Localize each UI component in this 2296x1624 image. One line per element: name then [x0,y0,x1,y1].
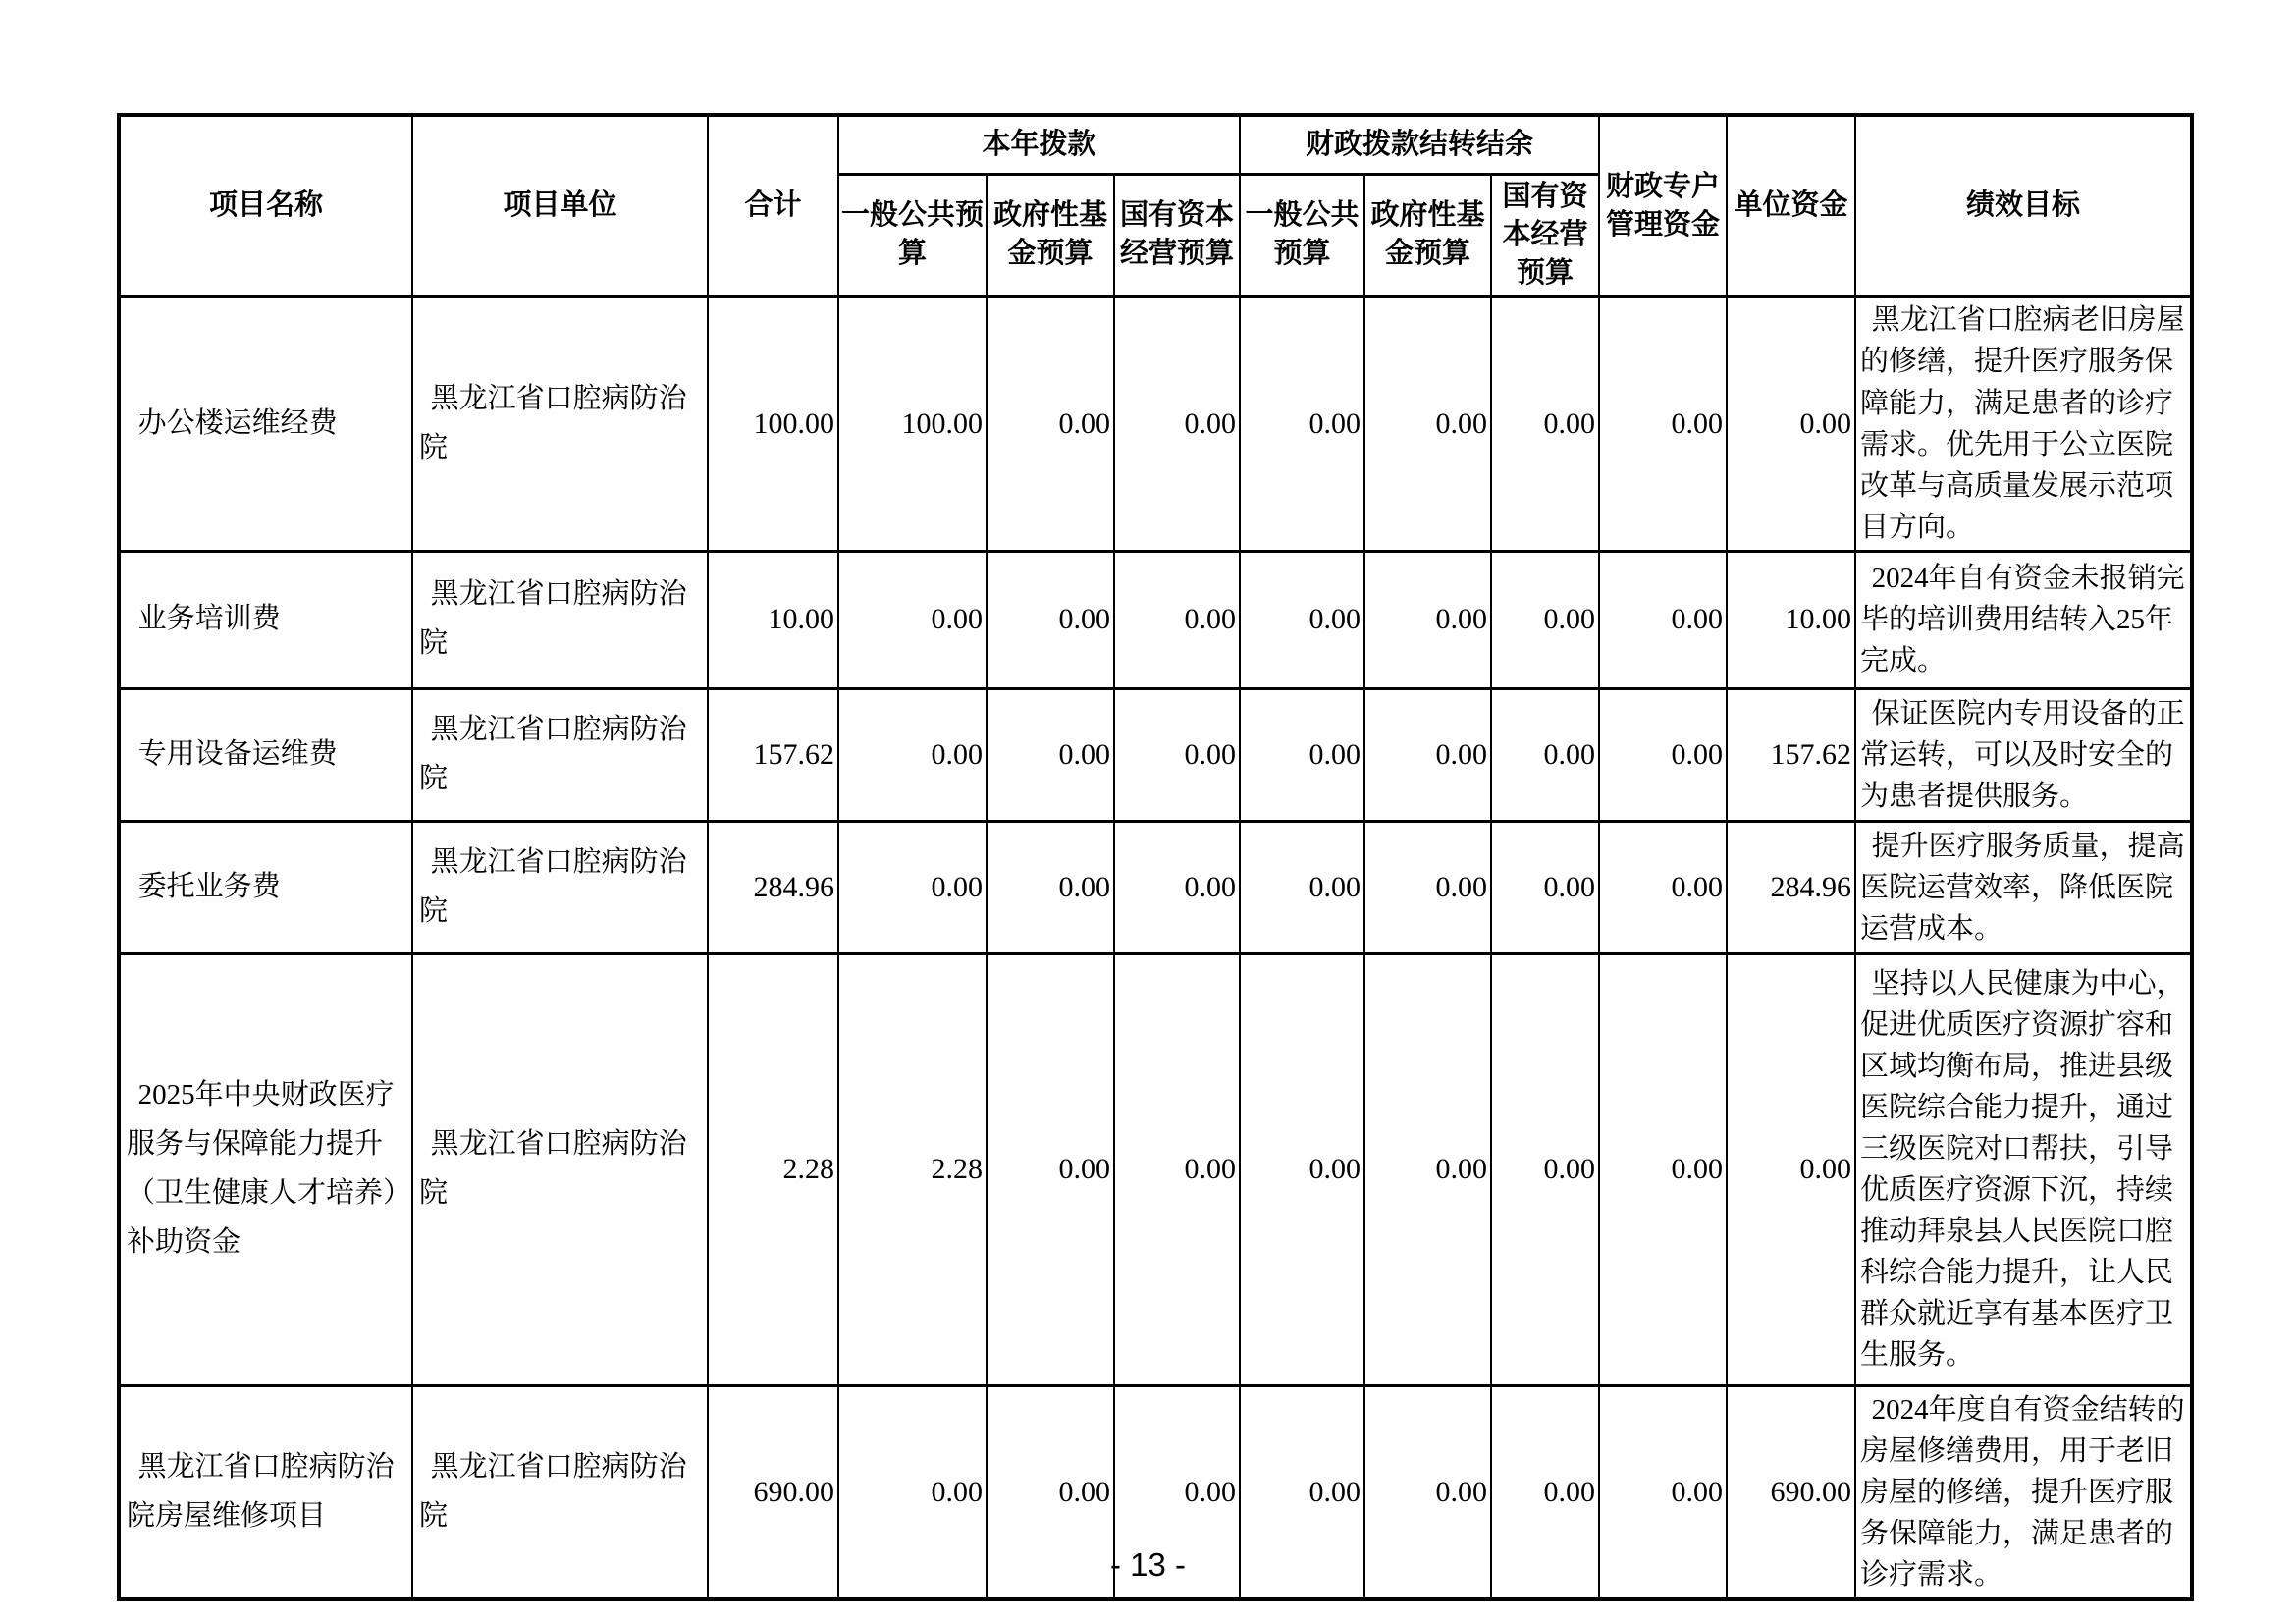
special-account-cell: 0.00 [1599,953,1727,1385]
project-name-cell: 专用设备运维费 [119,688,412,821]
performance-goal-cell: 提升医疗服务质量，提高医院运营效率，降低医院运营成本。 [1855,821,2192,953]
cy-general-cell: 100.00 [838,297,987,551]
project-unit-cell: 黑龙江省口腔病防治院 [412,688,708,821]
performance-goal-cell: 保证医院内专用设备的正常运转，可以及时安全的为患者提供服务。 [1855,688,2192,821]
co-general-cell: 0.00 [1240,551,1364,688]
co-general-cell: 0.00 [1240,953,1364,1385]
co-fund-cell: 0.00 [1364,297,1491,551]
cy-capital-cell: 0.00 [1114,1385,1240,1599]
total-cell: 690.00 [708,1385,838,1599]
project-name-cell: 办公楼运维经费 [119,297,412,551]
table-row [119,551,2192,688]
cy-general-cell: 0.00 [838,1385,987,1599]
cy-fund-cell: 0.00 [987,953,1114,1385]
cy-fund-cell: 0.00 [987,688,1114,821]
project-name-cell: 黑龙江省口腔病防治院房屋维修项目 [119,1385,412,1599]
col-header-cy-gov-fund-budget: 政府性基金预算 [987,174,1114,297]
total-cell: 2.28 [708,953,838,1385]
unit-funds-cell: 284.96 [1727,821,1855,953]
project-unit-cell: 黑龙江省口腔病防治院 [412,821,708,953]
cy-capital-cell: 0.00 [1114,953,1240,1385]
cy-fund-cell: 0.00 [987,297,1114,551]
col-header-co-general-budget: 一般公共预算 [1240,174,1364,297]
co-capital-cell: 0.00 [1491,821,1599,953]
col-header-unit-funds: 单位资金 [1727,115,1855,297]
project-unit-cell: 黑龙江省口腔病防治院 [412,551,708,688]
unit-funds-cell: 10.00 [1727,551,1855,688]
co-fund-cell: 0.00 [1364,953,1491,1385]
cy-capital-cell: 0.00 [1114,297,1240,551]
col-header-co-state-capital-budget: 国有资本经营预算 [1491,174,1599,297]
table-row [119,821,2192,953]
co-capital-cell: 0.00 [1491,688,1599,821]
special-account-cell: 0.00 [1599,551,1727,688]
unit-funds-cell: 690.00 [1727,1385,1855,1599]
unit-funds-cell: 0.00 [1727,297,1855,551]
cy-capital-cell: 0.00 [1114,688,1240,821]
co-capital-cell: 0.00 [1491,297,1599,551]
co-capital-cell: 0.00 [1491,551,1599,688]
header-row-groups [119,115,2192,174]
special-account-cell: 0.00 [1599,1385,1727,1599]
co-general-cell: 0.00 [1240,297,1364,551]
project-unit-cell: 黑龙江省口腔病防治院 [412,953,708,1385]
project-unit-cell: 黑龙江省口腔病防治院 [412,1385,708,1599]
table-row [119,297,2192,551]
cy-capital-cell: 0.00 [1114,551,1240,688]
total-cell: 100.00 [708,297,838,551]
co-general-cell: 0.00 [1240,821,1364,953]
col-header-cy-state-capital-budget: 国有资本经营预算 [1114,174,1240,297]
cy-general-cell: 0.00 [838,551,987,688]
co-fund-cell: 0.00 [1364,688,1491,821]
cy-fund-cell: 0.00 [987,551,1114,688]
co-fund-cell: 0.00 [1364,1385,1491,1599]
col-header-project-unit: 项目单位 [412,115,708,297]
col-header-performance-goal: 绩效目标 [1855,115,2192,297]
performance-goal-cell: 坚持以人民健康为中心，促进优质医疗资源扩容和区域均衡布局，推进县级医院综合能力提升，通过三级医院对口帮扶，引导优质医疗资源下沉，持续推动拜泉县人民医院口腔科综合能力提升，让人民群众就近享有基本医疗卫生服务。 [1855,953,2192,1385]
col-header-co-gov-fund-budget: 政府性基金预算 [1364,174,1491,297]
cy-fund-cell: 0.00 [987,821,1114,953]
cy-general-cell: 0.00 [838,821,987,953]
page-number: - 13 - [1109,1546,1187,1583]
total-cell: 284.96 [708,821,838,953]
project-unit-cell: 黑龙江省口腔病防治院 [412,297,708,551]
project-name-cell: 委托业务费 [119,821,412,953]
co-capital-cell: 0.00 [1491,1385,1599,1599]
col-header-cy-general-budget: 一般公共预算 [838,174,987,297]
cy-fund-cell: 0.00 [987,1385,1114,1599]
unit-funds-cell: 0.00 [1727,953,1855,1385]
total-cell: 10.00 [708,551,838,688]
total-cell: 157.62 [708,688,838,821]
cy-general-cell: 0.00 [838,688,987,821]
project-budget-table [117,113,2194,1601]
performance-goal-cell: 黑龙江省口腔病老旧房屋的修缮，提升医疗服务保障能力，满足患者的诊疗需求。优先用于公立医院改革与高质量发展示范项目方向。 [1855,297,2192,551]
co-fund-cell: 0.00 [1364,821,1491,953]
co-fund-cell: 0.00 [1364,551,1491,688]
col-group-carryover: 财政拨款结转结余 [1240,115,1599,174]
table-row [119,688,2192,821]
co-general-cell: 0.00 [1240,688,1364,821]
co-general-cell: 0.00 [1240,1385,1364,1599]
col-header-project-name: 项目名称 [119,115,412,297]
special-account-cell: 0.00 [1599,297,1727,551]
special-account-cell: 0.00 [1599,821,1727,953]
performance-goal-cell: 2024年度自有资金结转的房屋修缮费用，用于老旧房屋的修缮，提升医疗服务保障能力，满足患者的诊疗需求。 [1855,1385,2192,1599]
table-row [119,953,2192,1385]
special-account-cell: 0.00 [1599,688,1727,821]
col-group-current-year: 本年拨款 [838,115,1240,174]
project-name-cell: 业务培训费 [119,551,412,688]
project-name-cell: 2025年中央财政医疗服务与保障能力提升（卫生健康人才培养）补助资金 [119,953,412,1385]
performance-goal-cell: 2024年自有资金未报销完毕的培训费用结转入25年完成。 [1855,551,2192,688]
co-capital-cell: 0.00 [1491,953,1599,1385]
cy-capital-cell: 0.00 [1114,821,1240,953]
col-header-total: 合计 [708,115,838,297]
unit-funds-cell: 157.62 [1727,688,1855,821]
col-header-special-account: 财政专户管理资金 [1599,115,1727,297]
cy-general-cell: 2.28 [838,953,987,1385]
